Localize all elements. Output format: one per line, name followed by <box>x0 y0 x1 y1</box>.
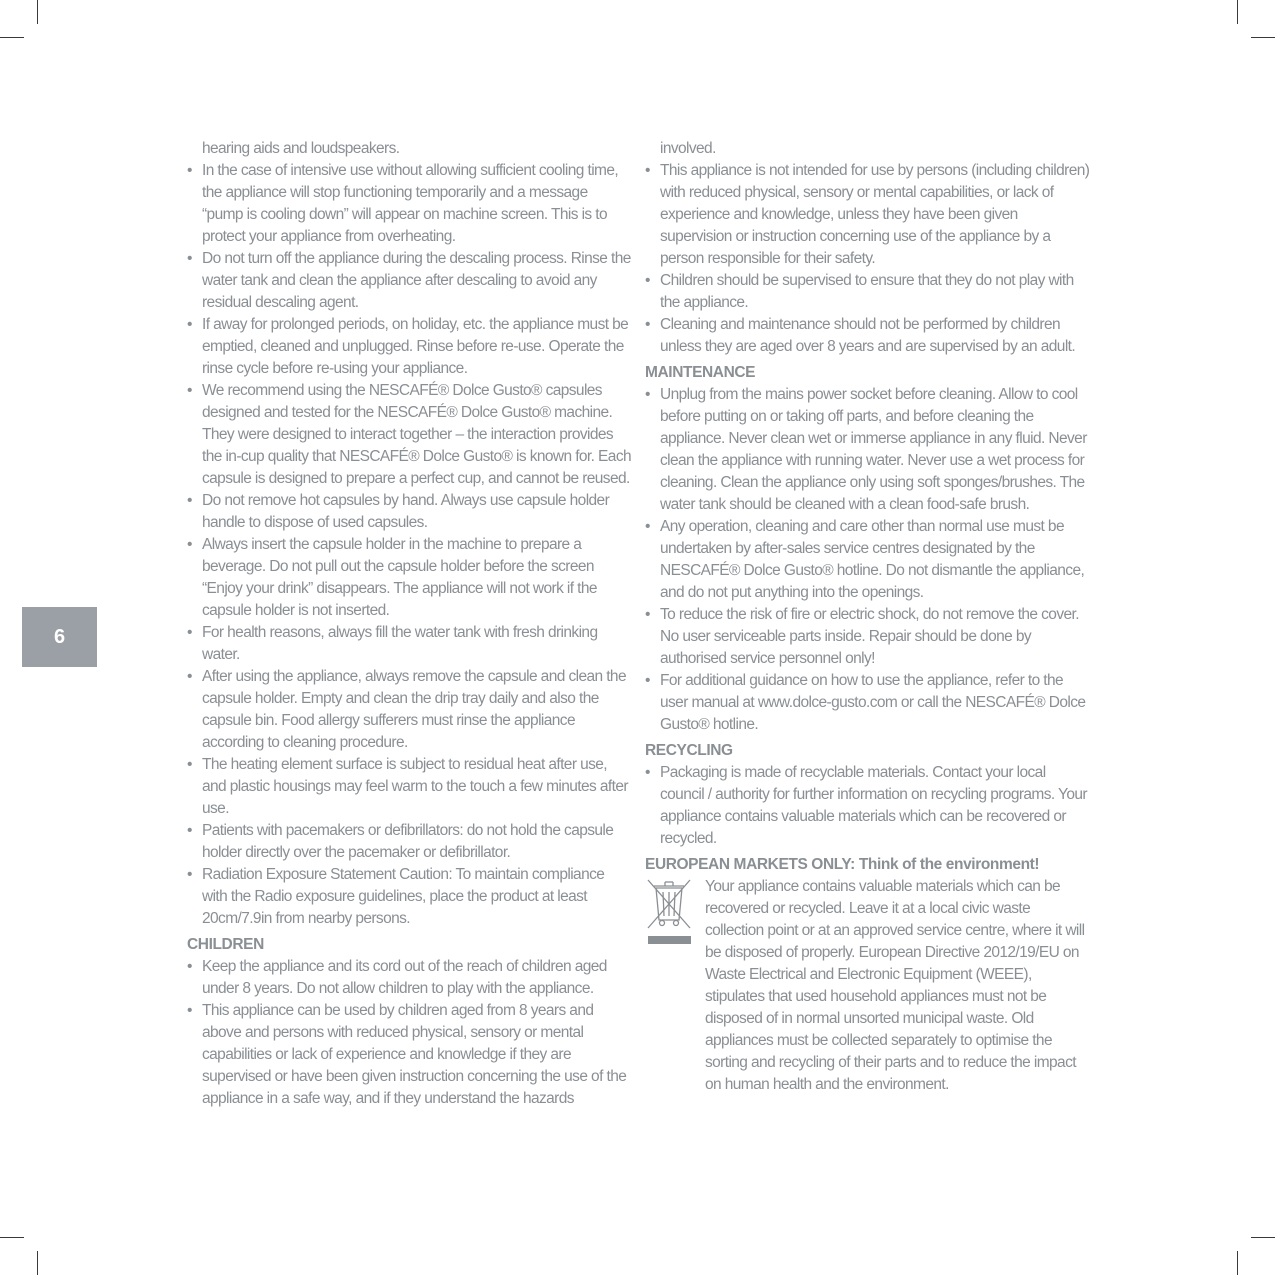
list-item: • If away for prolonged periods, on holiday, etc. the appliance must be emptied, cleaned and unplugged. Rinse before re-use. Operate the rinse cycle before re-using your appliance. <box>187 314 631 380</box>
recycling-heading: RECYCLING <box>645 742 733 759</box>
list-item: • Patients with pacemakers or defibrillators: do not hold the capsule holder directly over the pacemaker or defibrillator. <box>187 820 631 864</box>
page-number-tab <box>22 607 97 667</box>
list-item: • In the case of intensive use without allowing sufficient cooling time, the appliance will stop functioning temporarily and a message “pump is cooling down” will appear on machine screen. This is to protect your appliance from overheating. <box>187 160 631 248</box>
list-item: • We recommend using the NESCAFÉ® Dolce Gusto® capsules designed and tested for the NESCAFÉ® Dolce Gusto® machine. They were designed to interact together – the interaction provides the in-cup quality that NESCAFÉ® Dolce Gusto® is known for. Each capsule is designed to prepare a perfect cup, and cannot be reused. <box>187 380 631 490</box>
list-item: • After using the appliance, always remove the capsule and clean the capsule holder. Empty and clean the drip tray daily and also the capsule bin. Food allergy sufferers must rinse the appliance according to cleaning procedure. <box>187 666 631 754</box>
crop-mark <box>0 1237 24 1238</box>
list-item: • Radiation Exposure Statement Caution: To maintain compliance with the Radio exposure guidelines, place the product at least 20cm/7.9in from nearby persons. <box>187 864 631 930</box>
list-item: • Children should be supervised to ensure that they do not play with the appliance. <box>645 270 1090 314</box>
list-item: • Packaging is made of recyclable materials. Contact your local council / authority for further information on recycling programs. Your appliance contains valuable materials which can be recovered or recycled. <box>645 762 1090 850</box>
intro-line: hearing aids and loudspeakers. <box>202 140 400 157</box>
list-item: • For health reasons, always fill the water tank with fresh drinking water. <box>187 622 631 666</box>
list-item: • For additional guidance on how to use the appliance, refer to the user manual at www.dolce-gusto.com or call the NESCAFÉ® Dolce Gusto® hotline. <box>645 670 1090 736</box>
crop-mark <box>1251 1237 1275 1238</box>
crop-mark <box>1237 1251 1238 1275</box>
list-item: • Do not turn off the appliance during the descaling process. Rinse the water tank and clean the appliance after descaling to avoid any residual descaling agent. <box>187 248 631 314</box>
crop-mark <box>37 0 38 24</box>
intro-line: involved. <box>660 140 716 157</box>
crossed-out-wheelie-bin-icon <box>645 876 705 1096</box>
list-item: • To reduce the risk of fire or electric shock, do not remove the cover. No user serviceable parts inside. Repair should be done by authorised service personnel only! <box>645 604 1090 670</box>
list-item: • Always insert the capsule holder in the machine to prepare a beverage. Do not pull out the capsule holder before the screen “Enjoy your drink” disappears. The appliance will not work if the capsule holder is not inserted. <box>187 534 631 622</box>
list-item: • Cleaning and maintenance should not be performed by children unless they are aged over 8 years and are supervised by an adult. <box>645 314 1090 358</box>
left-column <box>187 138 631 1110</box>
crop-mark <box>37 1251 38 1275</box>
maintenance-heading: MAINTENANCE <box>645 364 756 381</box>
list-item: • Keep the appliance and its cord out of the reach of children aged under 8 years. Do not allow children to play with the appliance. <box>187 956 631 1000</box>
list-item: • Unplug from the mains power socket before cleaning. Allow to cool before putting on or taking off parts, and before cleaning the appliance. Never clean wet or immerse appliance in any fluid. Never clean the appliance with running water. Never use a wet process for cleaning. Clean the appliance only using soft sponges/brushes. The water tank should be cleaned with a clean food-safe brush. <box>645 384 1090 516</box>
crop-mark <box>0 37 24 38</box>
list-item: • The heating element surface is subject to residual heat after use, and plastic housings may feel warm to the touch a few minutes after use. <box>187 754 631 820</box>
list-item: • Do not remove hot capsules by hand. Always use capsule holder handle to dispose of used capsules. <box>187 490 631 534</box>
right-column <box>645 138 1090 1096</box>
europe-heading: EUROPEAN MARKETS ONLY: Think of the environment! <box>645 856 1040 873</box>
weee-block <box>645 876 1090 1096</box>
list-item: • Any operation, cleaning and care other than normal use must be undertaken by after-sales service centres designated by the NESCAFÉ® Dolce Gusto® hotline. Do not dismantle the appliance, and do not put anything into the openings. <box>645 516 1090 604</box>
list-item: • This appliance can be used by children aged from 8 years and above and persons with reduced physical, sensory or mental capabilities or lack of experience and knowledge if they are supervised or have been given instruction concerning the use of the appliance in a safe way, and if they understand the hazards <box>187 1000 631 1110</box>
europe-text: Your appliance contains valuable materials which can be recovered or recycled. Leave it at a local civic waste collection point or at an approved service centre, where it will be disposed of properly. European Directive 2012/19/EU on Waste Electrical and Electronic Equipment (WEEE), stipulates that used household appliances must not be disposed of in normal unsorted municipal waste. Old appliances must be collected separately to optimise the sorting and recycling of their parts and to reduce the impact on human health and the environment. <box>705 878 1085 1093</box>
page-number: 6 <box>53 625 66 648</box>
crop-mark <box>1237 0 1238 24</box>
children-heading: CHILDREN <box>187 936 264 953</box>
list-item: • This appliance is not intended for use by persons (including children) with reduced physical, sensory or mental capabilities, or lack of experience and knowledge, unless they have been given supervision or instruction concerning use of the appliance by a person responsible for their safety. <box>645 160 1090 270</box>
crop-mark <box>1251 37 1275 38</box>
